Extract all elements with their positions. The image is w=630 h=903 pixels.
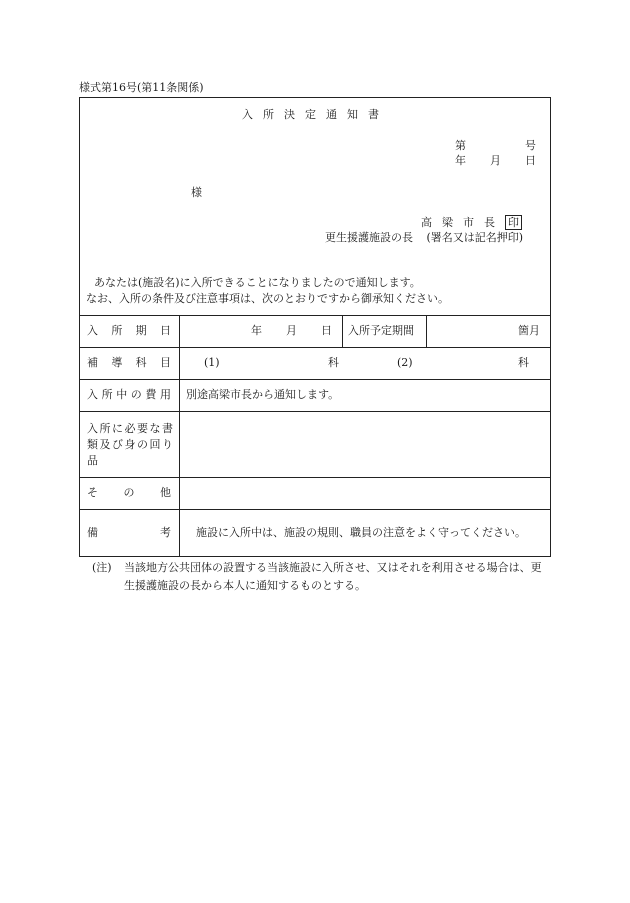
footnote-head: (注): [92, 561, 112, 574]
label-char: 中: [116, 388, 128, 401]
label-char: 期: [135, 324, 147, 337]
facility-head: 更生援護施設の長: [325, 231, 413, 244]
label-char: 費: [145, 388, 157, 401]
label-char: 備: [87, 526, 98, 539]
admission-date-label: [87, 325, 171, 336]
body-line-2: なお、入所の条件及び注意事項は、次のとおりですから御承知ください。: [86, 292, 449, 305]
admission-day: 日: [321, 324, 332, 337]
table-top-border: [80, 315, 550, 316]
date-year: 年: [455, 154, 466, 167]
guidance-label: [87, 357, 171, 368]
guidance-item1-number: (1): [204, 356, 220, 369]
number-label: 第: [455, 139, 466, 152]
label-char: 考: [160, 526, 171, 539]
number-suffix: 号: [525, 139, 536, 152]
seal-mark: 印: [505, 215, 522, 230]
cost-label: [87, 389, 171, 400]
date-month: 月: [490, 154, 501, 167]
label-char: 科: [135, 356, 147, 369]
admission-year: 年: [251, 324, 262, 337]
facility-head-line: [325, 232, 523, 243]
admission-period-unit: 箇月: [518, 324, 540, 337]
admission-period-label: 入所予定期間: [348, 324, 414, 337]
column-divider: [342, 315, 343, 347]
label-char: 目: [159, 356, 171, 369]
footnote: [92, 559, 550, 595]
label-char: 入: [87, 324, 98, 337]
label-char: 導: [111, 356, 123, 369]
recipient-suffix: 様: [191, 186, 202, 199]
label-column-divider: [179, 315, 180, 556]
remarks-value: 施設に入所中は、施設の規則、職員の注意をよく守ってください。: [196, 526, 526, 539]
label-char: 用: [159, 388, 171, 401]
date-day: 日: [525, 154, 536, 167]
form-number-label: 様式第16号(第11条関係): [79, 81, 204, 94]
sender-block: [421, 215, 522, 230]
label-char: 補: [87, 356, 98, 369]
guidance-item2-number: (2): [397, 356, 413, 369]
label-char: そ: [87, 486, 98, 499]
body-line-1: あなたは(施設名)に入所できることになりましたので通知します。: [94, 276, 421, 289]
mayor-name: 高梁市長: [421, 216, 505, 229]
row-divider: [80, 477, 550, 478]
other-label: [87, 487, 171, 498]
guidance-item1-unit: 科: [328, 356, 339, 369]
document-frame: [79, 97, 551, 557]
label-char: の: [123, 486, 135, 499]
row-divider: [80, 347, 550, 348]
label-char: 日: [159, 324, 171, 337]
footnote-text: 当該地方公共団体の設置する当該施設に入所させ、又はそれを利用させる場合は、更生援護施設の長から本人に通知するものとする。: [124, 561, 542, 592]
cost-value: 別途高梁市長から通知します。: [186, 388, 340, 401]
label-char: 所: [111, 324, 123, 337]
guidance-item2-unit: 科: [518, 356, 529, 369]
admission-month: 月: [286, 324, 297, 337]
document-title: 入所決定通知書: [242, 108, 389, 121]
label-char: の: [130, 388, 142, 401]
documents-label: 入所に必要な書類及び身の回り品: [87, 422, 173, 467]
row-divider: [80, 411, 550, 412]
label-char: 入: [87, 388, 98, 401]
row-divider: [80, 379, 550, 380]
column-divider: [426, 315, 427, 347]
label-char: 所: [101, 388, 113, 401]
label-char: 他: [160, 486, 171, 499]
row-divider: [80, 509, 550, 510]
signature-note: (署名又は記名押印): [426, 231, 524, 244]
remarks-label: [87, 527, 171, 538]
